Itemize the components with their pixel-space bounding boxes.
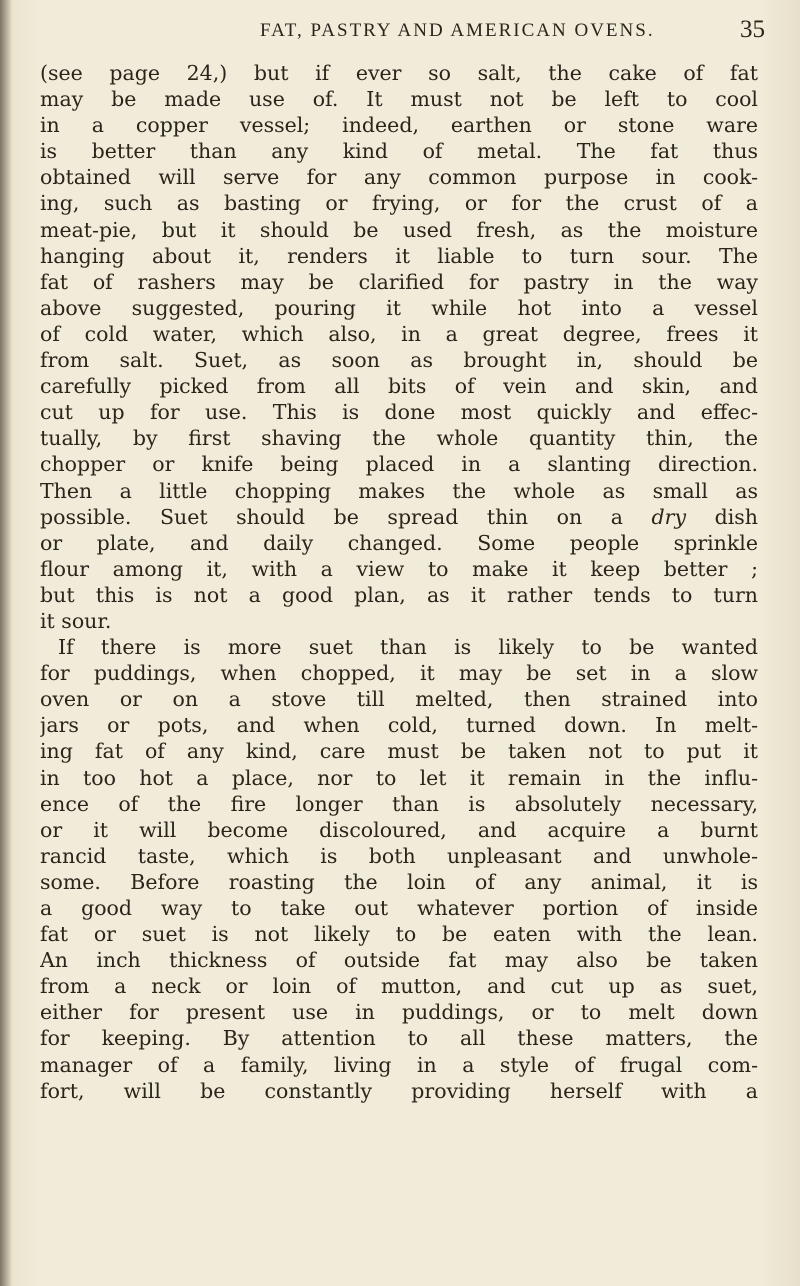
paragraph-end-line: it sour. <box>40 608 112 633</box>
text-line: ing, such as basting or frying, or for the crust of a <box>40 191 758 216</box>
text-line: for keeping. By attention to all these matters, the <box>40 1026 758 1051</box>
text-segment: dish <box>686 504 758 529</box>
text-line: either for present use in puddings, or to melt down <box>40 1000 758 1025</box>
text-line: from salt. Suet, as soon as brought in, should be <box>40 348 758 373</box>
text-line: fort, will be constantly providing herself with a <box>40 1078 758 1103</box>
body-text <box>40 60 758 1104</box>
text-line: jars or pots, and when cold, turned down. In melt- <box>40 713 758 738</box>
page-number: 35 <box>740 16 765 43</box>
italic-word: dry <box>651 504 687 529</box>
text-line: ence of the fire longer than is absolutely necessary, <box>40 791 758 816</box>
text-line: above suggested, pouring it while hot into a vessel <box>40 295 758 320</box>
page-header <box>0 14 800 50</box>
text-line: chopper or knife being placed in a slanting direction. <box>40 452 758 477</box>
text-line: An inch thickness of outside fat may also be taken <box>40 948 758 973</box>
text-line: of cold water, which also, in a great degree, frees it <box>40 321 758 346</box>
text-line: in a copper vessel; indeed, earthen or stone ware <box>40 113 758 138</box>
text-line: carefully picked from all bits of vein and skin, and <box>40 374 758 399</box>
text-line: in too hot a place, nor to let it remain in the influ- <box>40 765 758 790</box>
paragraph-first-line: If there is more suet than is likely to be wanted <box>58 635 758 660</box>
text-line: cut up for use. This is done most quickly and effec- <box>40 400 758 425</box>
text-line: from a neck or loin of mutton, and cut up as suet, <box>40 974 758 999</box>
text-line: fat of rashers may be clarified for pastry in the way <box>40 269 758 294</box>
text-line: ing fat of any kind, care must be taken not to put it <box>40 739 758 764</box>
text-line: meat-pie, but it should be used fresh, as the moisture <box>40 217 758 242</box>
text-line: manager of a family, living in a style of frugal com- <box>40 1052 758 1077</box>
text-line: may be made use of. It must not be left to cool <box>40 87 758 112</box>
text-line: a good way to take out whatever portion of inside <box>40 896 758 920</box>
text-line: hanging about it, renders it liable to turn sour. The <box>40 243 758 268</box>
running-head: FAT, PASTRY AND AMERICAN OVENS. <box>260 20 655 41</box>
text-line-with-italic <box>40 504 758 530</box>
text-line: Then a little chopping makes the whole as small as <box>40 478 758 503</box>
text-line: obtained will serve for any common purpose in cook- <box>40 165 758 190</box>
text-line: (see page 24,) but if ever so salt, the cake of fat <box>40 61 758 85</box>
page-gutter-shadow <box>0 0 12 1286</box>
text-line: flour among it, with a view to make it keep better ; <box>40 556 758 581</box>
text-line: rancid taste, which is both unpleasant and unwhole- <box>40 843 758 868</box>
text-line: or it will become discoloured, and acquire a burnt <box>40 817 758 842</box>
text-line: tually, by first shaving the whole quantity thin, the <box>40 426 758 451</box>
text-line: oven or on a stove till melted, then strained into <box>40 687 758 712</box>
text-line: for puddings, when chopped, it may be set in a slow <box>40 661 758 686</box>
text-line: fat or suet is not likely to be eaten with the lean. <box>40 922 758 947</box>
text-line: but this is not a good plan, as it rather tends to turn <box>40 582 758 607</box>
text-line: or plate, and daily changed. Some people sprinkle <box>40 530 758 555</box>
text-line: some. Before roasting the loin of any animal, it is <box>40 869 758 894</box>
text-line: is better than any kind of metal. The fat thus <box>40 139 758 164</box>
text-segment: possible. Suet should be spread thin on a <box>40 504 652 529</box>
